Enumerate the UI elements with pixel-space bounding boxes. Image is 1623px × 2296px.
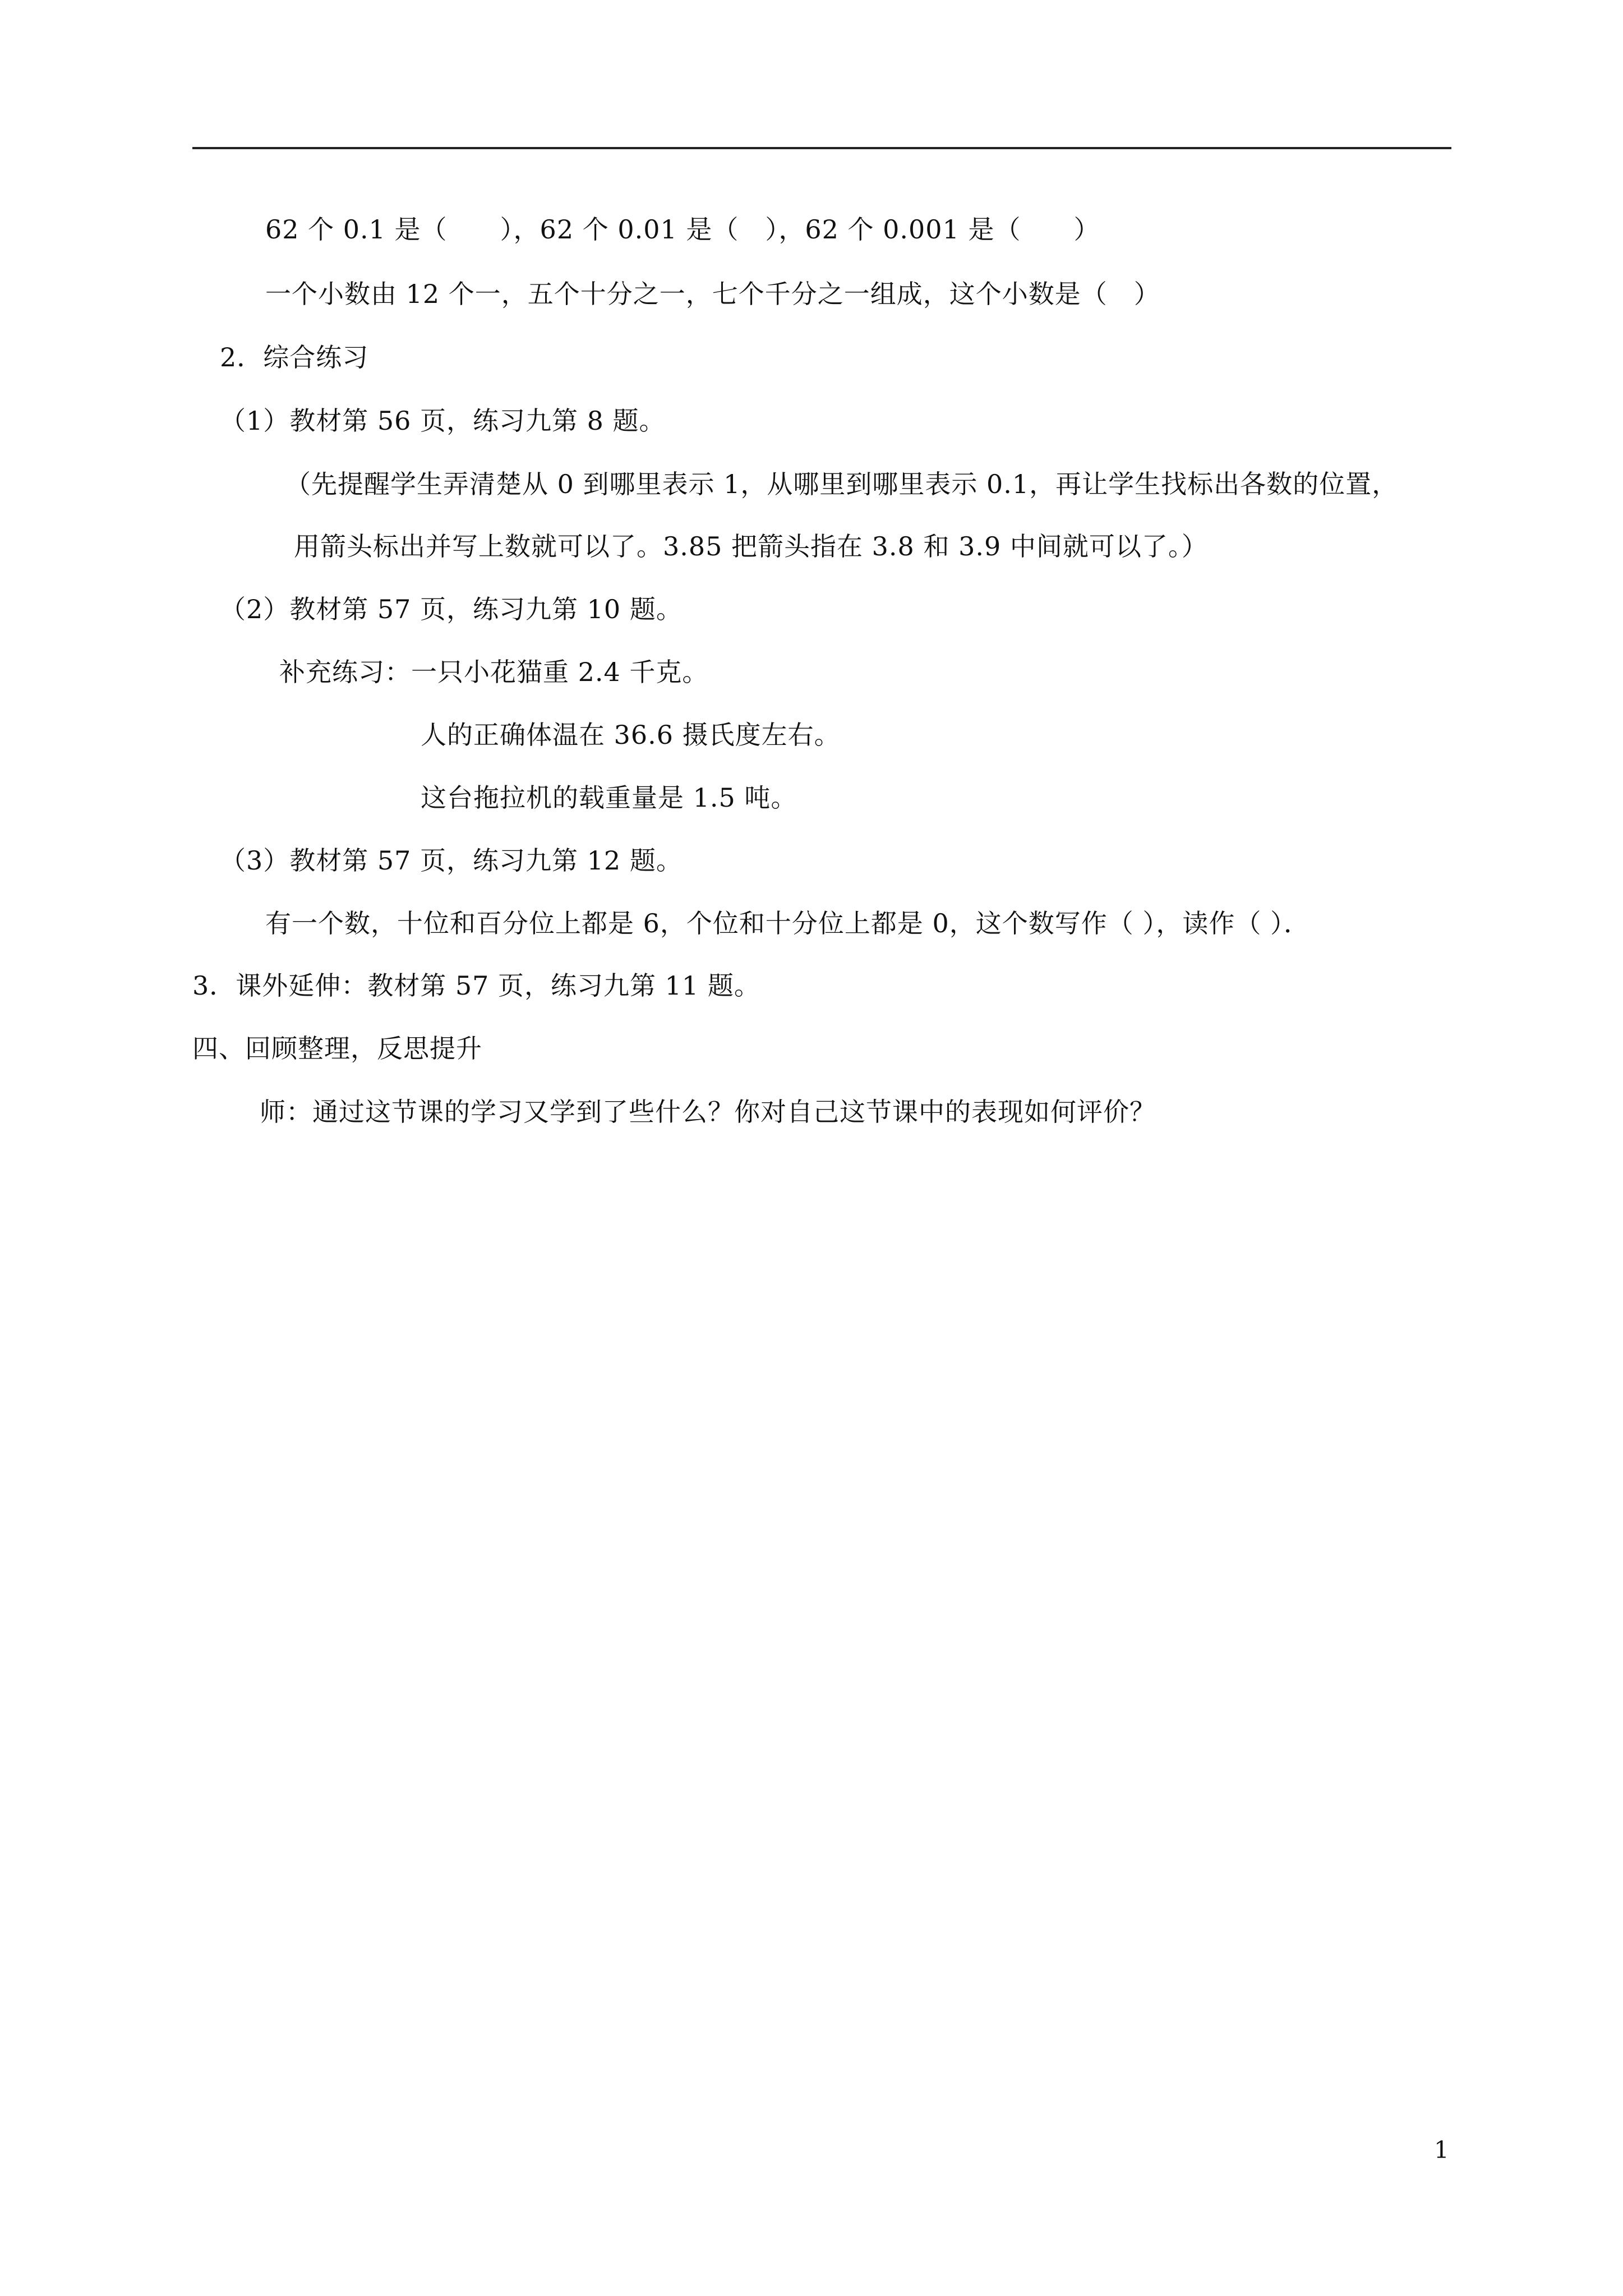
supplementary-exercise-tractor-load: 这台拖拉机的载重量是 1.5 吨。 [421,783,797,813]
exercise-2-reference: （2）教材第 57 页，练习九第 10 题。 [220,594,683,624]
page-number: 1 [1434,2136,1449,2164]
exercise-3-question: 有一个数，十位和百分位上都是 6，个位和十分位上都是 0，这个数写作（ ），读作（ ）． [265,908,1311,938]
exercise-1-reference: （1）教材第 56 页，练习九第 8 题。 [220,406,666,436]
section-heading-comprehensive-practice: 2．综合练习 [220,342,369,372]
section-heading-extension: 3．课外延伸：教材第 57 页，练习九第 11 题。 [192,970,760,1001]
fill-blank-62-decimals: 62 个 0.1 是（ ），62 个 0.01 是（ ），62 个 0.001 是（ ） [265,214,1100,245]
supplementary-exercise-body-temperature: 人的正确体温在 36.6 摄氏度左右。 [421,720,841,750]
decimal-composition-question: 一个小数由 12 个一，五个十分之一，七个千分之一组成，这个小数是（ ） [265,279,1160,309]
section-heading-review: 四、回顾整理，反思提升 [192,1033,482,1064]
teacher-reflection-question: 师：通过这节课的学习又学到了些什么？你对自己这节课中的表现如何评价？ [260,1097,1156,1127]
exercise-3-reference: （3）教材第 57 页，练习九第 12 题。 [220,845,683,876]
exercise-1-note-line-1: （先提醒学生弄清楚从 0 到哪里表示 1，从哪里到哪里表示 0.1，再让学生找标出各数的位置， [285,469,1399,499]
supplementary-exercise-cat-weight: 补充练习：一只小花猫重 2.4 千克。 [279,657,709,687]
exercise-1-note-line-2: 用箭头标出并写上数就可以了。3.85 把箭头指在 3.8 和 3.9 中间就可以了。） [294,531,1208,562]
header-rule [192,147,1451,149]
